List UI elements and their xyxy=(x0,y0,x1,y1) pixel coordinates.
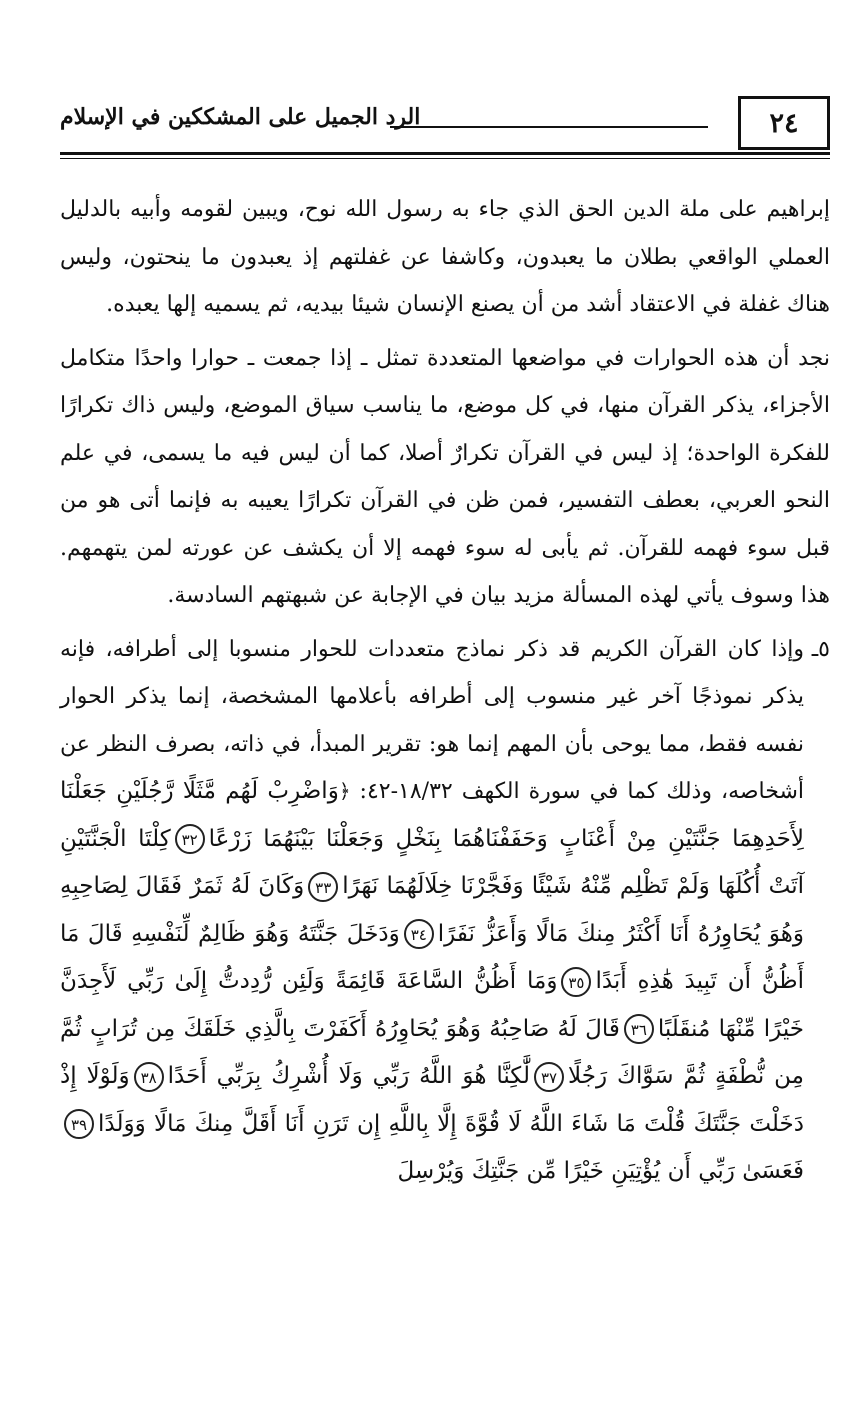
ayah-number-marker: ٣٢ xyxy=(175,824,205,854)
header-leader-line xyxy=(390,126,708,128)
ayah-number-marker: ٣٤ xyxy=(404,919,434,949)
verse-text: فَعَسَىٰ رَبِّي أَن يُؤْتِيَنِ خَيْرًا مِّن جَنَّتِكَ وَيُرْسِلَ xyxy=(397,1158,804,1184)
page-body xyxy=(60,186,830,1202)
verse-text: كِلْتَا الْجَنَّتَيْنِ آتَتْ أُكُلَهَا وَلَمْ تَظْلِم مِّنْهُ شَيْئًا وَفَجَّرْنَا خِلَالَهُمَا نَهَرًا xyxy=(60,825,805,899)
ayah-number-marker: ٣٣ xyxy=(308,872,338,902)
verse-text: قَالَ لَهُ صَاحِبُهُ وَهُوَ يُحَاوِرُهُ أَكَفَرْتَ بِالَّذِي خَلَقَكَ مِن تُرَابٍ ثُمَّ مِن نُّطْفَةٍ ثُمَّ سَوَّاكَ رَجُلًا xyxy=(60,1015,805,1089)
ayah-number-marker: ٣٦ xyxy=(624,1014,654,1044)
list-item-5 xyxy=(60,626,830,1196)
verse-text: وَكَانَ لَهُ ثَمَرٌ فَقَالَ لِصَاحِبِهِ وَهُوَ يُحَاوِرُهُ أَنَا أَكْثَرُ مِنكَ مَالًا وَأَعَزُّ نَفَرًا xyxy=(60,873,804,947)
quran-verses xyxy=(60,778,804,1184)
quran-open-bracket: ﴿ xyxy=(338,779,351,803)
ayah-number-marker: ٣٨ xyxy=(134,1062,164,1092)
ayah-number-marker: ٣٧ xyxy=(534,1062,564,1092)
ayah-number-marker: ٣٥ xyxy=(561,967,591,997)
list-item-content xyxy=(60,626,804,1196)
verse-text: وَدَخَلَ جَنَّتَهُ وَهُوَ ظَالِمٌ لِّنَفْسِهِ قَالَ مَا أَظُنُّ أَن تَبِيدَ هَٰذِهِ أَبَدًا xyxy=(60,920,804,994)
paragraph-2: نجد أن هذه الحوارات في مواضعها المتعددة تمثل ـ إذا جمعت ـ حوارا واحدًا متكامل الأجزاء، يذكر القرآن منها، في كل موضع، ما يناسب سياق الموضع، وليس ذاك تكرارًا للفكرة الواحدة؛ إذ ليس في القرآن تكرارٌ أصلا، كما أن ليس فيه ما يسمى، في علم النحو العربي، بعطف التفسير، فمن ظن في القرآن تكرارًا يعيبه به فإنما أتى هو من قبل سوء فهمه للقرآن. ثم يأبى له سوء فهمه إلا أن يكشف عن عورته لمن يتهمهم. هذا وسوف يأتي لهذه المسألة مزيد بيان في الإجابة عن شبهتهم السادسة. xyxy=(60,345,830,608)
item-intro-text: وإذا كان القرآن الكريم قد ذكر نماذج متعددات للحوار منسوبا إلى أطرافه، فإنه يذكر نموذجًا آخر غير منسوب إلى أطرافه بأعلامها المشخصة، إنما يذكر الحوار نفسه فقط، مما يوحى بأن المهم إنما هو: تقرير المبدأ، في ذاته، بصرف النظر عن أشخاصه، وذلك كما في سورة الكهف ١٨/٣٢-٤٢: xyxy=(60,636,805,804)
page-number-box xyxy=(738,96,830,150)
verse-text: وَلَوْلَا إِذْ دَخَلْتَ جَنَّتَكَ قُلْتَ مَا شَاءَ اللَّهُ لَا قُوَّةَ إِلَّا بِاللَّهِ إِن تَرَنِ أَنَا أَقَلَّ مِنكَ مَالًا وَوَلَدًا xyxy=(60,1063,804,1137)
verse-text: وَمَا أَظُنُّ السَّاعَةَ قَائِمَةً وَلَئِن رُّدِدتُّ إِلَىٰ رَبِّي لَأَجِدَنَّ خَيْرًا مِّنْهَا مُنقَلَبًا xyxy=(60,968,804,1042)
verse-text: وَاضْرِبْ لَهُم مَّثَلًا رَّجُلَيْنِ جَعَلْنَا لِأَحَدِهِمَا جَنَّتَيْنِ مِنْ أَعْنَابٍ وَحَفَفْنَاهُمَا بِنَخْلٍ وَجَعَلْنَا بَيْنَهُمَا زَرْعًا xyxy=(60,778,804,852)
running-title: الرد الجميل على المشككين في الإسلام xyxy=(60,104,421,130)
paragraph-1: إبراهيم على ملة الدين الحق الذي جاء به رسول الله نوح، ويبين لقومه وأبيه بالدليل العملي الواقعي بطلان ما يعبدون، وكاشفا عن غفلتهم إذ يعبدون ما ينحتون، وليس هناك غفلة في الاعتقاد أشد من أن يصنع الإنسان شيئا بيديه، ثم يسميه إلها يعبده. xyxy=(60,197,830,317)
ayah-number-marker: ٣٩ xyxy=(64,1109,94,1139)
page-number: ٢٤ xyxy=(769,107,799,139)
verse-text: لَّٰكِنَّا هُوَ اللَّهُ رَبِّي وَلَا أُشْرِكُ بِرَبِّي أَحَدًا xyxy=(167,1063,531,1089)
running-header xyxy=(60,96,830,158)
header-rule-thin xyxy=(60,158,830,159)
list-item-number: ٥ـ xyxy=(811,636,830,662)
header-rule-thick xyxy=(60,152,830,155)
